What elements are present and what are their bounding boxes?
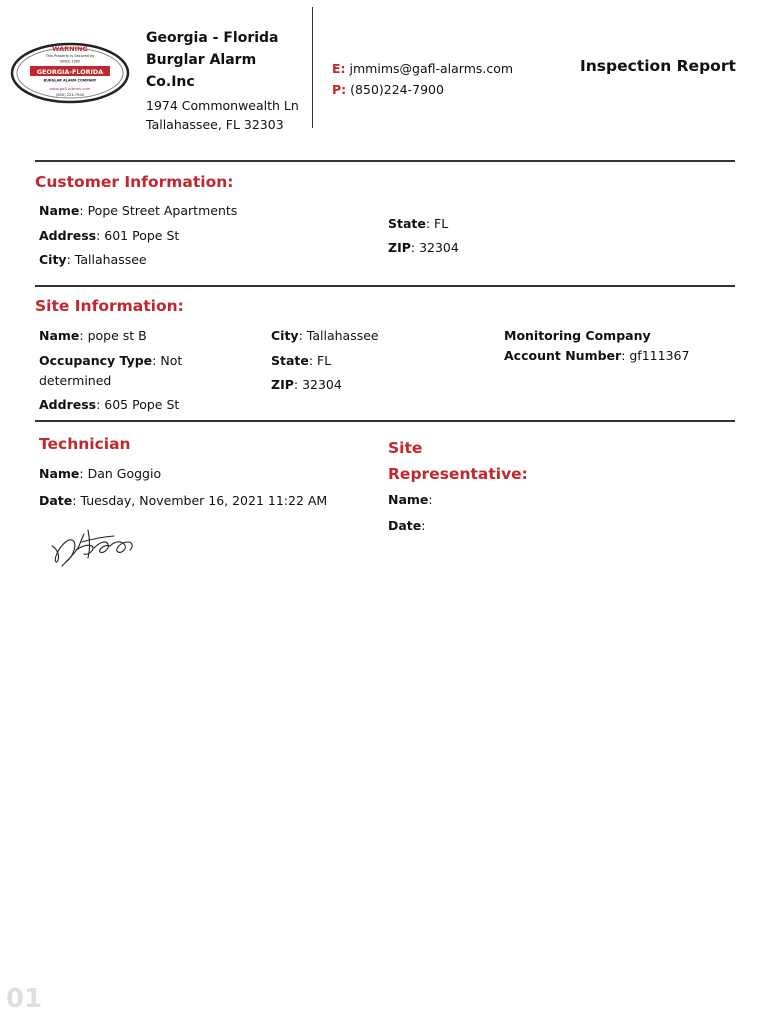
technician-name-value: : Dan Goggio xyxy=(79,466,162,481)
email-link[interactable]: jmmims@gafl-alarms.com xyxy=(349,61,514,76)
logo-warning-text: WARNING xyxy=(52,45,88,53)
company-name-line1: Georgia - Florida xyxy=(146,30,279,46)
site-representative-heading xyxy=(388,435,528,487)
company-address xyxy=(146,96,311,134)
customer-city-value: : Tallahassee xyxy=(66,252,147,267)
customer-zip-label: ZIP xyxy=(388,240,411,255)
phone-label: P: xyxy=(332,82,347,97)
customer-city-label: City xyxy=(39,252,67,267)
logo-line5: BURGLAR ALARM COMPANY xyxy=(43,78,97,83)
site-representative-heading-line1: Site xyxy=(388,439,423,457)
site-address-value: : 605 Pope St xyxy=(96,397,180,412)
logo-line3: SINCE 1985 xyxy=(60,59,80,64)
company-info xyxy=(146,27,311,134)
section-divider-2 xyxy=(35,285,735,287)
logo-line6: www.gafl-alarms.com xyxy=(49,86,91,91)
site-occupancy-label: Occupancy Type xyxy=(39,353,153,368)
technician-signature xyxy=(48,524,136,568)
customer-state-label: State xyxy=(388,216,426,231)
logo-line7: (850) 224-7900 xyxy=(55,93,85,97)
customer-name-label: Name xyxy=(39,203,80,218)
logo-brand: GEORGIA-FLORIDA xyxy=(36,67,104,76)
site-address-label: Address xyxy=(39,397,97,412)
customer-city-field xyxy=(39,250,147,270)
site-account-label: Account Number xyxy=(504,348,622,363)
representative-name-label: Name xyxy=(388,492,429,507)
company-name-line3: Co.Inc xyxy=(146,74,195,90)
site-occupancy-field xyxy=(39,351,182,391)
email-row xyxy=(332,58,513,79)
site-zip-field xyxy=(271,375,342,395)
technician-name-label: Name xyxy=(39,466,80,481)
technician-date-label: Date xyxy=(39,493,73,508)
section-divider-1 xyxy=(35,160,735,162)
site-monitoring-field xyxy=(504,326,651,346)
representative-date-label: Date xyxy=(388,518,422,533)
site-zip-label: ZIP xyxy=(271,377,294,392)
site-zip-value: : 32304 xyxy=(293,377,342,392)
technician-heading: Technician xyxy=(39,435,131,453)
section-divider-3 xyxy=(35,420,735,422)
customer-zip-value: : 32304 xyxy=(410,240,459,255)
site-name-field xyxy=(39,326,147,346)
site-info-heading: Site Information: xyxy=(35,297,184,315)
representative-date-field xyxy=(388,516,425,536)
header-divider xyxy=(312,7,313,128)
technician-name-field xyxy=(39,464,161,484)
phone-number[interactable]: (850)224-7900 xyxy=(350,82,444,97)
customer-state-field xyxy=(388,214,448,234)
company-address-line1: 1974 Commonwealth Ln xyxy=(146,98,299,113)
customer-name-value: : Pope Street Apartments xyxy=(79,203,238,218)
report-title: Inspection Report xyxy=(580,57,736,75)
page-number: 01 xyxy=(6,984,43,1014)
site-monitoring-label: Monitoring Company xyxy=(504,328,651,343)
contact-info xyxy=(332,58,513,100)
technician-date-field xyxy=(39,491,327,511)
customer-address-value: : 601 Pope St xyxy=(96,228,180,243)
phone-row xyxy=(332,79,513,100)
site-account-value: : gf111367 xyxy=(621,348,690,363)
site-occupancy-value-line2: determined xyxy=(39,373,112,388)
site-occupancy-value-line1: : Not xyxy=(152,353,183,368)
site-state-value: : FL xyxy=(308,353,332,368)
representative-name-field xyxy=(388,490,433,510)
site-state-label: State xyxy=(271,353,309,368)
customer-name-field xyxy=(39,201,237,221)
site-address-field xyxy=(39,395,179,415)
email-label: E: xyxy=(332,61,346,76)
company-address-line2: Tallahassee, FL 32303 xyxy=(146,117,284,132)
site-representative-heading-line2: Representative: xyxy=(388,465,528,483)
technician-date-value: : Tuesday, November 16, 2021 11:22 AM xyxy=(72,493,328,508)
site-city-value: : Tallahassee xyxy=(298,328,379,343)
customer-address-field xyxy=(39,226,179,246)
logo-line2: This Property is Secured by xyxy=(45,54,95,58)
site-name-label: Name xyxy=(39,328,80,343)
company-logo xyxy=(10,42,130,104)
representative-date-value: : xyxy=(421,518,426,533)
site-city-field xyxy=(271,326,379,346)
customer-info-heading: Customer Information: xyxy=(35,173,234,191)
representative-name-value: : xyxy=(428,492,433,507)
customer-address-label: Address xyxy=(39,228,97,243)
company-name-line2: Burglar Alarm xyxy=(146,52,257,68)
site-state-field xyxy=(271,351,331,371)
site-account-field xyxy=(504,346,689,366)
customer-zip-field xyxy=(388,238,459,258)
customer-state-value: : FL xyxy=(425,216,449,231)
site-city-label: City xyxy=(271,328,299,343)
site-name-value: : pope st B xyxy=(79,328,147,343)
